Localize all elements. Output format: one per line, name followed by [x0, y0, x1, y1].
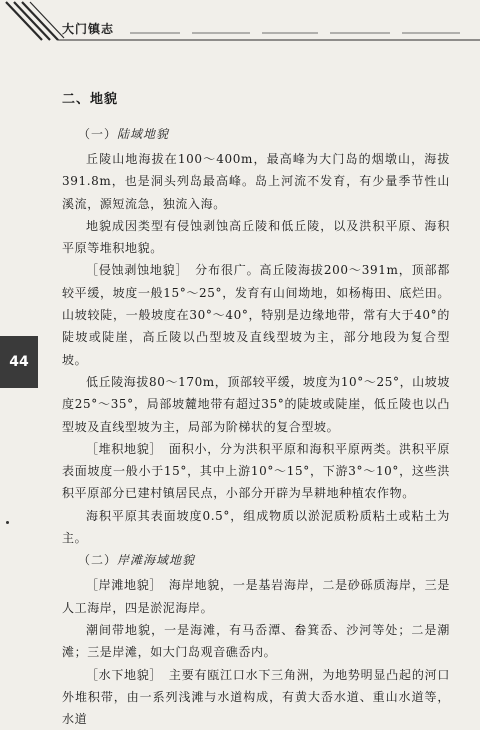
- subsection-title-coast: [78, 551, 450, 568]
- tag-coast: ［岸滩地貌］: [86, 578, 163, 593]
- paragraph-low-hills: 低丘陵海拔80～170m，顶部较平缓，坡度为10°～25°，山坡坡度25°～35°，局部坡麓地带有超过35°的陡坡或陡崖，低丘陵也以凸型坡及直线型坡为主，局部为阶梯状的复合型坡。: [62, 374, 450, 434]
- page-content: [62, 88, 450, 730]
- section-title: 二、地貌: [62, 92, 119, 107]
- paragraph-intertidal: 潮间带地貌，一是海滩，有马岙潭、畚箕岙、沙河等处；二是潮滩；三是岸滩，如大门岛观音礁岙内。: [62, 622, 450, 660]
- tag-underwater: ［水下地貌］: [86, 667, 163, 682]
- subsection-title-land: [78, 125, 450, 142]
- margin-dot: [6, 521, 9, 524]
- text-erosion: 分布很广。高丘陵海拔200～391m，顶部都较平缓，坡度一般15°～25°，发育有山间坳地，如杨梅田、底烂田。山坡较陡，一般坡度在30°～40°，特别是边缘地带，常有大于40°的陡坡或陡崖，高丘陵以凸型坡及直线型坡为主，部分地段为复合型坡。: [62, 263, 450, 367]
- subsection-prefix: （一）: [78, 127, 118, 141]
- page-header: [0, 0, 480, 58]
- paragraph-marine-plain: 海积平原其表面坡度0.5°，组成物质以淤泥质粉质粘土或粘土为主。: [62, 508, 450, 546]
- paragraph-underwater-landform: [62, 664, 450, 730]
- paragraph-hills: 丘陵山地海拔在100～400m，最高峰为大门岛的烟墩山，海拔391.8m，也是洞头列岛最高峰。岛上河流不发育，有少量季节性山溪流，源短流急，独流入海。: [62, 152, 450, 211]
- paragraph-erosion-landform: [62, 259, 450, 370]
- text-coast: 海岸地貌，一是基岩海岸，二是砂砾质海岸，三是人工海岸，四是淤泥海岸。: [62, 578, 450, 615]
- paragraph-coast-landform: [62, 574, 450, 619]
- paragraph-accumulation-landform: [62, 438, 450, 505]
- header-title: 大门镇志: [62, 22, 115, 36]
- text-underwater: 主要有瓯江口水下三角洲，为地势明显凸起的河口外堆积带，由一系列浅滩与水道构成，有黄大岙水道、重山水道等，水道: [62, 667, 450, 727]
- subsection-name: 岸滩海域地貌: [117, 553, 196, 568]
- subsection-name: 陆域地貌: [117, 127, 170, 141]
- paragraph-landform-types: 地貌成因类型有侵蚀剥蚀高丘陵和低丘陵，以及洪积平原、海积平原等堆积地貌。: [62, 218, 450, 256]
- tag-accumulation: ［堆积地貌］: [86, 441, 163, 456]
- tag-erosion: ［侵蚀剥蚀地貌］: [86, 263, 189, 278]
- page-number: 44: [9, 354, 29, 370]
- subsection-prefix: （二）: [78, 553, 118, 568]
- text-accumulation: 面积小，分为洪积平原和海积平原两类。洪积平原表面坡度一般小于15°，其中上游10°～15°，下游3°～10°，这些洪积平原部分已建村镇居民点，小部分开辟为旱耕地种植农作物。: [62, 441, 450, 501]
- page-number-tab: [0, 336, 38, 388]
